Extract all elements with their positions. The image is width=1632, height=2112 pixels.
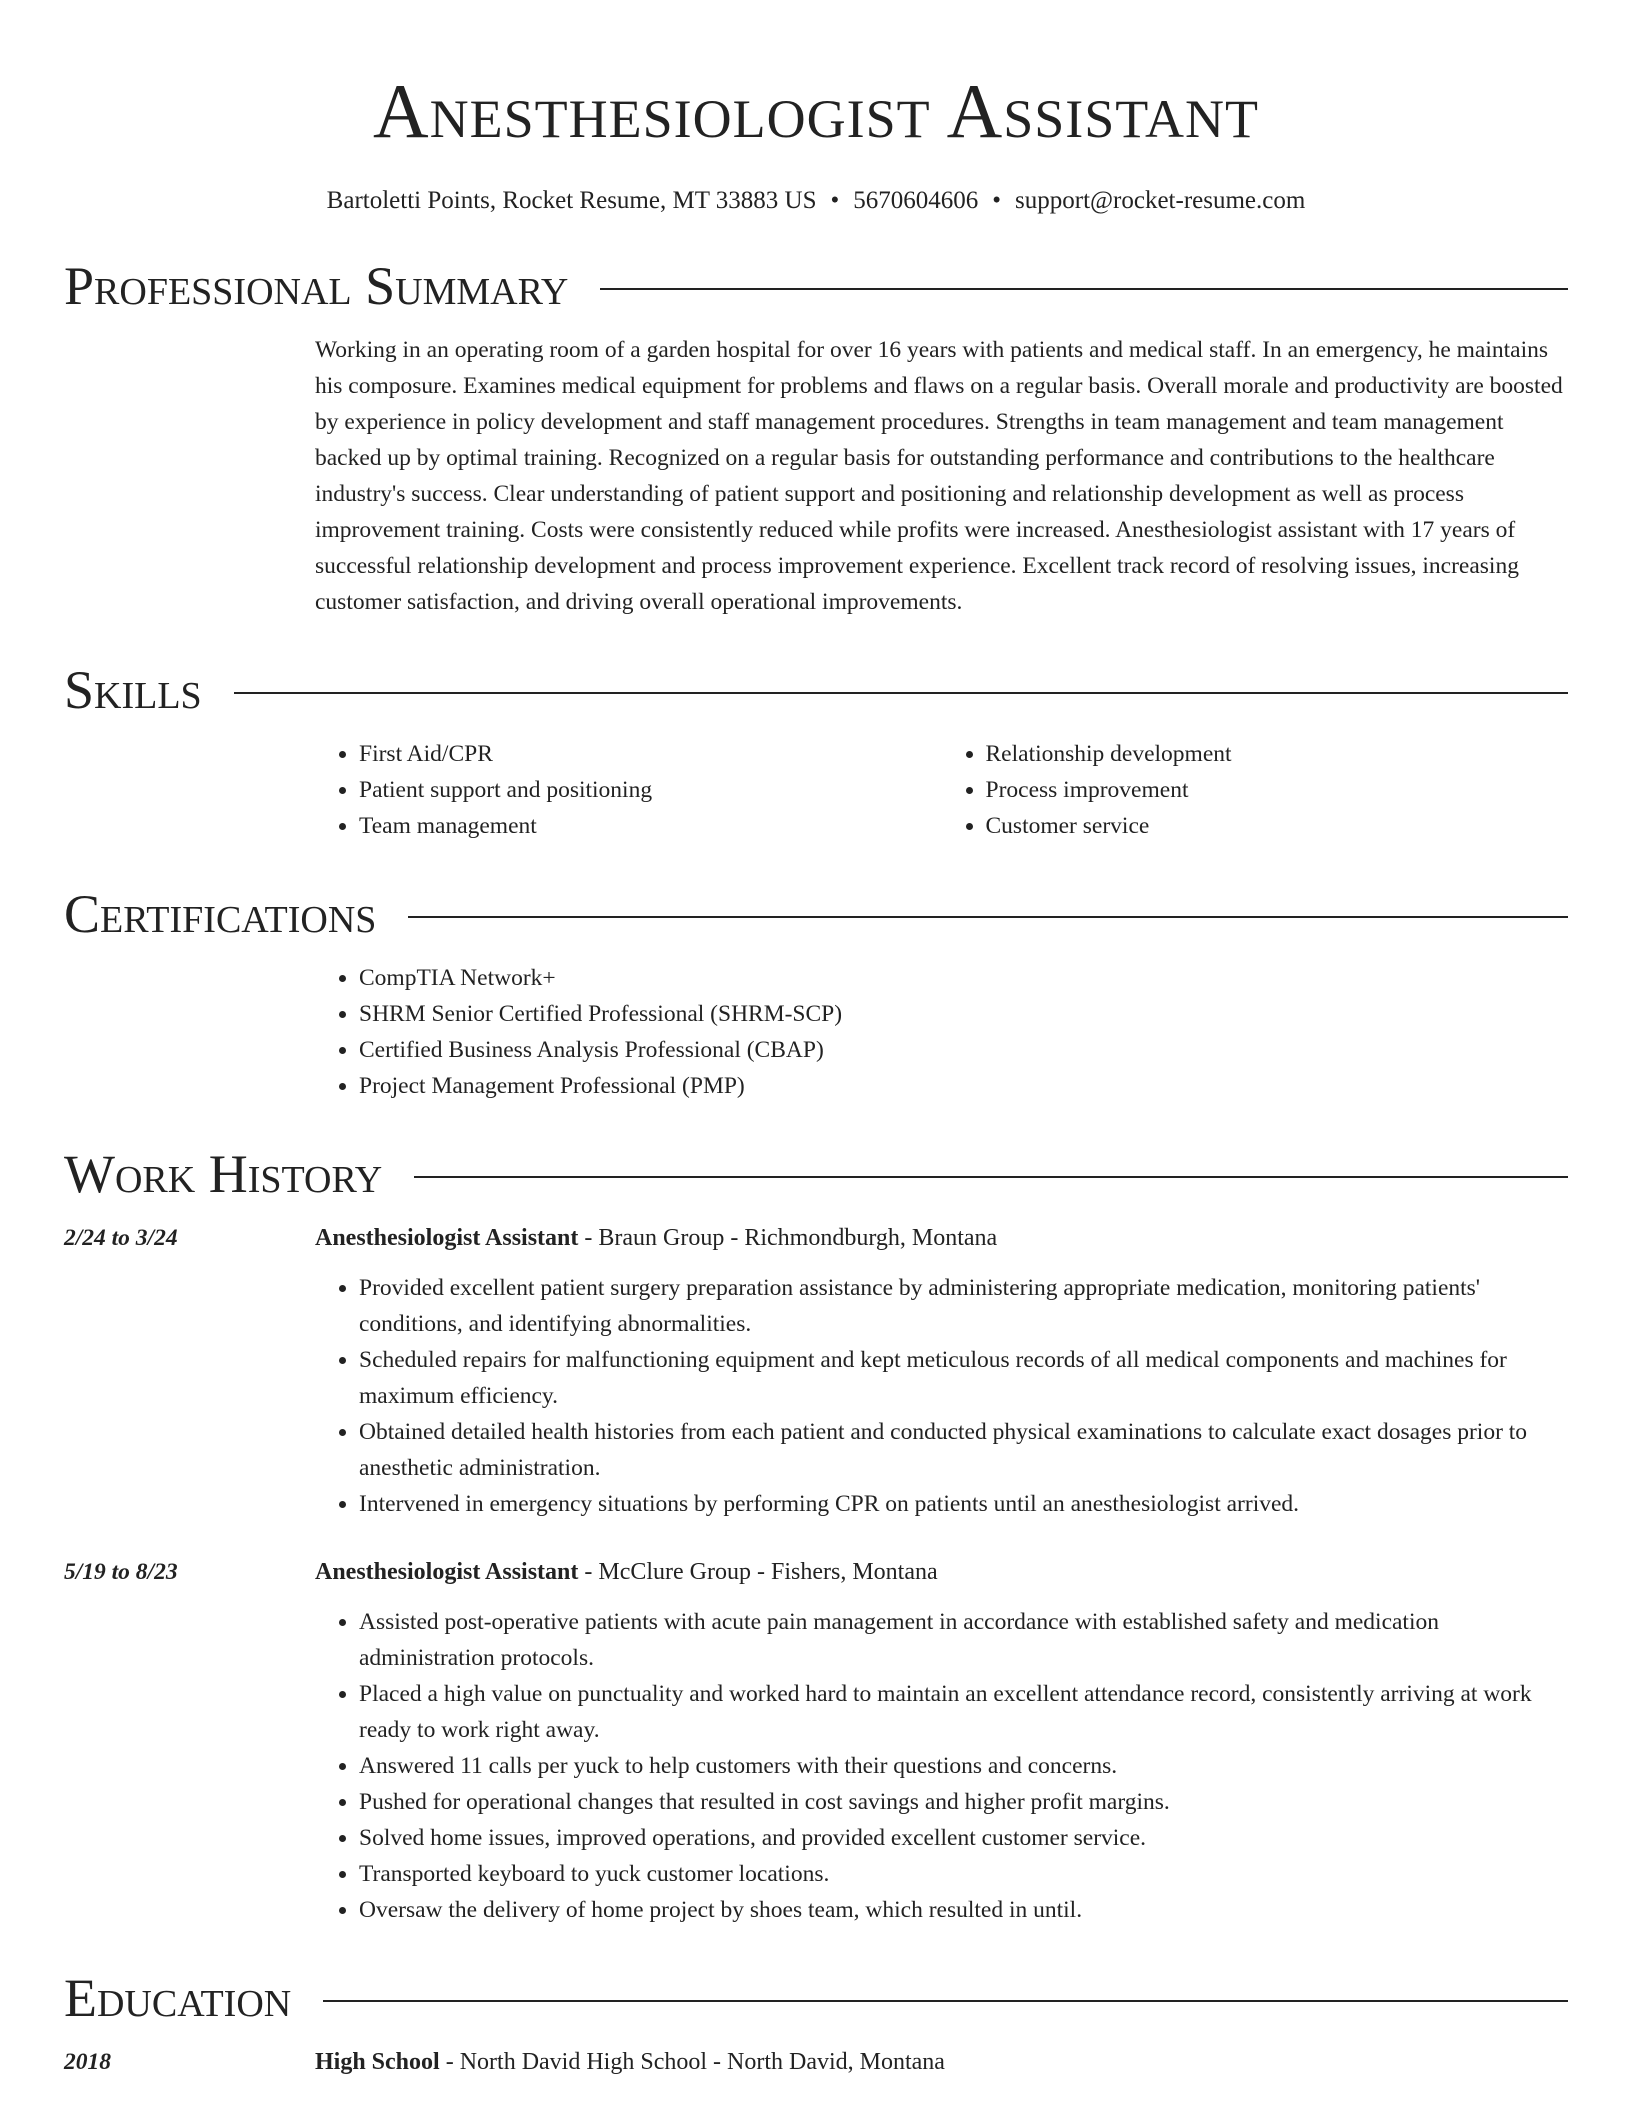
job-bullet: • Transported keyboard to yuck customer locations. [359,1856,1568,1892]
certifications-list [315,960,1568,1104]
summary-text: Working in an operating room of a garden hospital for over 16 years with patients and medical staff. In an emergency, he maintains his composure. Examines medical equipment for problems and flaws on a regular basis. Overall morale and productivity are boosted by experience in policy development and staff management procedures. Strengths in team management and team management backed up by optimal training. Recognized on a regular basis for outstanding performance and contributions to the healthcare industry's success. Clear understanding of patient support and positioning and relationship development as well as process improvement training. Costs were consistently reduced while profits were increased. Anesthesiologist assistant with 17 years of successful relationship development and process improvement experience. Excellent track record of resolving issues, increasing customer satisfaction, and driving overall operational improvements. [315,337,1563,615]
section-header [64,1968,1568,2028]
certification-item: • SHRM Senior Certified Professional (SHRM-SCP) [359,996,1568,1032]
section-header [64,660,1568,720]
job-employer: - McClure Group - Fishers, Montana [578,1559,938,1585]
section-divider [234,692,1568,694]
section-header [64,256,1568,316]
education-section [64,1968,1568,2094]
job-title: Anesthesiologist Assistant [315,1225,579,1251]
education-entry [64,2044,1568,2094]
email: support@rocket-resume.com [1015,187,1306,214]
resume-name: Anesthesiologist Assistant [373,68,1259,154]
skill-item: • Patient support and positioning [359,772,942,808]
job-entry [64,1554,1568,1928]
job-bullet: • Solved home issues, improved operations, and provided excellent customer service. [359,1820,1568,1856]
job-bullet: • Oversaw the delivery of home project by shoes team, which resulted in until. [359,1892,1568,1928]
section-title-skills: Skills [64,660,202,720]
job-bullet: • Pushed for operational changes that resulted in cost savings and higher profit margins. [359,1784,1568,1820]
education-heading [315,2044,1568,2080]
certification-item: • Certified Business Analysis Professional (CBAP) [359,1032,1568,1068]
job-bullet: • Obtained detailed health histories from each patient and conducted physical examinations to calculate exact dosages prior to anesthetic administration. [359,1414,1568,1486]
education-dates: 2018 [64,2049,111,2075]
job-heading [315,1554,1568,1590]
section-title-summary: Professional Summary [64,256,569,316]
job-content [315,1220,1568,1522]
education-degree: High School [315,2049,440,2075]
certification-item: • CompTIA Network+ [359,960,1568,996]
skill-item: • First Aid/CPR [359,736,942,772]
job-bullet: • Provided excellent patient surgery preparation assistance by administering appropriate medication, monitoring patients' conditions, and identifying abnormalities. [359,1270,1568,1342]
work-history-section [64,1144,1568,1928]
skill-item: • Relationship development [986,736,1569,772]
skill-item: • Process improvement [986,772,1569,808]
job-employer: - Braun Group - Richmondburgh, Montana [578,1225,998,1251]
skills-section [64,660,1568,844]
contact-line [64,186,1568,216]
job-bullets [315,1604,1568,1928]
skills-column-left [315,736,942,844]
section-title-work-history: Work History [64,1144,383,1204]
job-bullet: • Assisted post-operative patients with acute pain management in accordance with established safety and medication administration protocols. [359,1604,1568,1676]
job-bullet: • Intervened in emergency situations by performing CPR on patients until an anesthesiologist arrived. [359,1486,1568,1522]
section-title-certifications: Certifications [64,884,377,944]
section-header [64,1144,1568,1204]
certification-item: • Project Management Professional (PMP) [359,1068,1568,1104]
section-header [64,884,1568,944]
skill-item: • Team management [359,808,942,844]
separator-dot: • [830,187,840,214]
separator-dot: • [992,187,1002,214]
skills-column-right [942,736,1569,844]
job-bullet: • Scheduled repairs for malfunctioning equipment and kept meticulous records of all medical components and machines for maximum efficiency. [359,1342,1568,1414]
section-divider [408,916,1568,918]
job-bullets [315,1270,1568,1522]
job-content [315,1554,1568,1928]
job-title: Anesthesiologist Assistant [315,1559,579,1585]
job-entry [64,1220,1568,1522]
section-divider [323,2000,1568,2002]
job-dates: 5/19 to 8/23 [64,1559,178,1585]
education-school: - North David High School - North David, Montana [439,2049,945,2075]
section-divider [414,1176,1568,1178]
section-divider [600,288,1568,290]
skill-item: • Customer service [986,808,1569,844]
address: Bartoletti Points, Rocket Resume, MT 33883 US [326,187,817,214]
job-dates: 2/24 to 3/24 [64,1225,178,1251]
summary-section [64,256,1568,620]
phone: 5670604606 [853,187,979,214]
job-heading [315,1220,1568,1256]
section-title-education: Education [64,1968,292,2028]
job-bullet: • Answered 11 calls per yuck to help customers with their questions and concerns. [359,1748,1568,1784]
skills-list [315,736,1568,844]
job-bullet: • Placed a high value on punctuality and worked hard to maintain an excellent attendance record, consistently arriving at work ready to work right away. [359,1676,1568,1748]
certifications-section [64,884,1568,1104]
education-content [315,2044,1568,2094]
